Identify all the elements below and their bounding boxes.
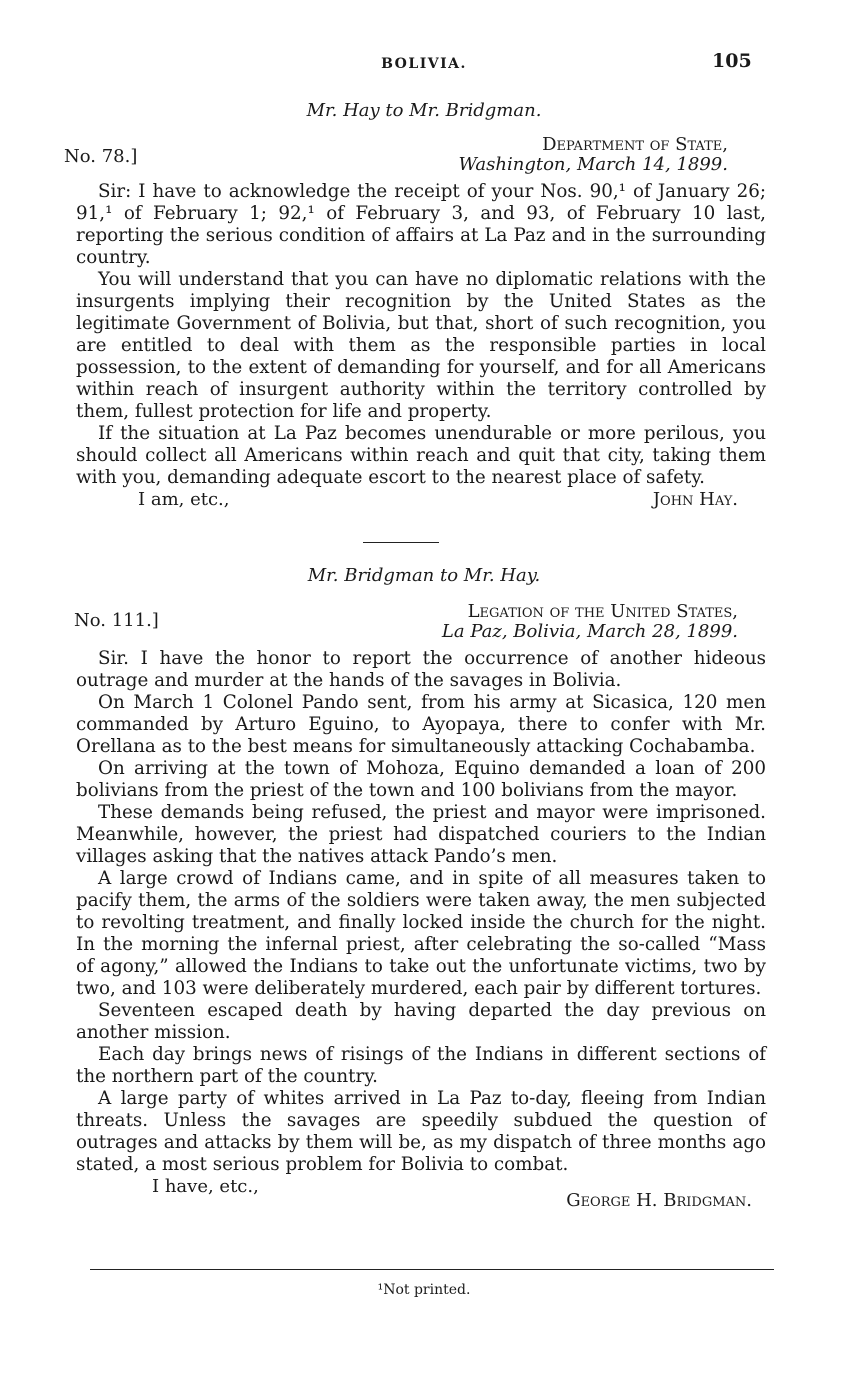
letter1-paragraph: Sir: I have to acknowledge the receipt of your Nos. 90,¹ of January 26; 91,¹ of February 1; 92,¹ of February 3, and 93, of February 10 last, reporting the serious condition of affairs at La Paz and in the surrounding country. (76, 181, 766, 268)
letter2-heading: Mr. Bridgman to Mr. Hay. (307, 565, 541, 586)
letter2-paragraph: Seventeen escaped death by having departed the day previous on another mission. (76, 1000, 766, 1043)
letter1-heading: Mr. Hay to Mr. Bridgman. (306, 100, 542, 121)
letter1-sender: Department of State, (542, 134, 728, 155)
footnote: ¹Not printed. (377, 1282, 471, 1298)
letter2-paragraph: These demands being refused, the priest and mayor were imprisoned. Meanwhile, however, the priest had dispatched couriers to the Indian villages asking that the natives attack Pando’s men. (76, 802, 766, 867)
letter2-closing: I have, etc., (152, 1176, 259, 1197)
letter1-paragraph: You will understand that you can have no diplomatic relations with the insurgents implying their recognition by the United States as the legitimate Government of Bolivia, but that, short of such recognition, you are entitled to deal with them as the responsible parties in local possession, to the extent of demanding for yourself, and for all Americans within reach of insurgent authority within the territory controlled by them, fullest protection for life and property. (76, 269, 766, 422)
letter2-paragraph: A large crowd of Indians came, and in spite of all measures taken to pacify them, the arms of the soldiers were taken away, the men subjected to revolting treatment, and finally locked inside the church for the night. In the morning the infernal priest, after celebrating the so-called “Mass of agony,” allowed the Indians to take out the unfortunate victims, two by two, and 103 were deliberately murdered, each pair by different tortures. (76, 868, 766, 999)
letter1-place-date: Washington, March 14, 1899. (458, 154, 728, 175)
letter1-number: No. 78.] (64, 146, 138, 167)
letter1-paragraph: If the situation at La Paz becomes unendurable or more perilous, you should collect all Americans within reach and quit that city, taking them with you, demanding adequate escort to the nearest place of safety. (76, 423, 766, 488)
letter1-body (76, 181, 766, 511)
letter1-closing: I am, etc., (138, 489, 230, 510)
section-divider (363, 542, 439, 543)
letter1-signoff (76, 489, 766, 511)
letter2-sender: Legation of the United States, (467, 601, 738, 622)
letter2-paragraph: On arriving at the town of Mohoza, Equino demanded a loan of 200 bolivians from the priest of the town and 100 bolivians from the mayor. (76, 758, 766, 801)
letter2-paragraph: Each day brings news of risings of the Indians in different sections of the northern part of the country. (76, 1044, 766, 1087)
letter2-signoff (76, 1176, 766, 1212)
footnote-rule (90, 1269, 774, 1270)
page-number: 105 (712, 50, 752, 72)
letter2-number: No. 111.] (74, 610, 159, 631)
running-head: BOLIVIA. (381, 56, 467, 72)
letter1-signature: John Hay. (652, 489, 738, 510)
letter2-body (76, 648, 766, 1212)
letter2-place-date: La Paz, Bolivia, March 28, 1899. (441, 621, 738, 642)
letter2-signature: George H. Bridgman. (566, 1190, 752, 1211)
letter1-dateline (458, 135, 728, 175)
letter2-dateline (442, 602, 738, 642)
letter2-paragraph: Sir. I have the honor to report the occurrence of another hideous outrage and murder at the hands of the savages in Bolivia. (76, 648, 766, 691)
letter2-paragraph: On March 1 Colonel Pando sent, from his army at Sicasica, 120 men commanded by Arturo Eguino, to Ayopaya, there to confer with Mr. Orellana as to the best means for simultaneously attacking Cochabamba. (76, 692, 766, 757)
letter2-paragraph: A large party of whites arrived in La Paz to-day, fleeing from Indian threats. Unless the savages are speedily subdued the question of outrages and attacks by them will be, as my dispatch of three months ago stated, a most serious problem for Bolivia to combat. (76, 1088, 766, 1175)
